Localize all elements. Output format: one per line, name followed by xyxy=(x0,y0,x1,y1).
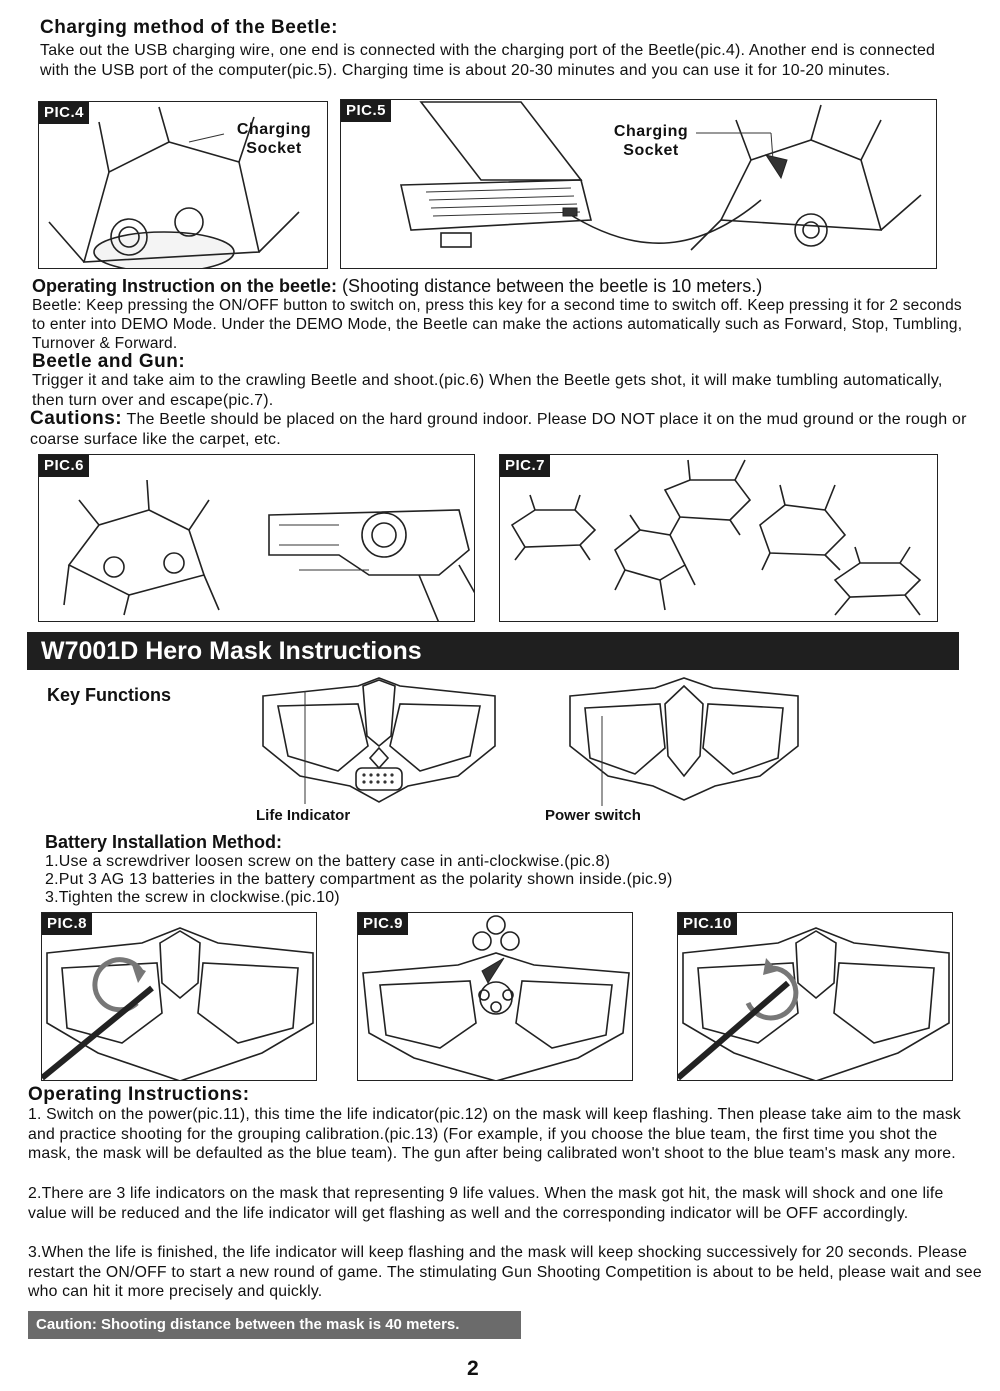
battery-step: 1.Use a screwdriver loosen screw on the battery case in anti-clockwise.(pic.8) xyxy=(45,853,611,870)
pic6-tag: PIC.6 xyxy=(39,455,89,477)
pic5-callout: Charging Socket xyxy=(613,123,689,159)
pic8-tag: PIC.8 xyxy=(42,913,92,935)
mask-battery-illustration xyxy=(358,913,633,1081)
charging-text: Take out the USB charging wire, one end is connected with the charging port of the Beetle(pic.4). Another end is connected with the USB port of the computer(pic.5). Charging time is about 20-30 minutes and you can use it for 10-20 minutes. xyxy=(40,42,936,79)
beetle-and-gun-illustration xyxy=(39,455,475,622)
pic7-frame xyxy=(499,454,938,622)
operating-beetle-heading xyxy=(32,276,762,297)
beetle-gun-title: Beetle and Gun: xyxy=(32,351,186,372)
beetle-gun-text: Trigger it and take aim to the crawling Beetle and shoot.(pic.6) When the Beetle gets shot, it will make tumbling automatically, then turn over and escape(pic.7). xyxy=(32,372,943,409)
mask-unscrew-illustration xyxy=(42,913,317,1081)
pic10-tag: PIC.10 xyxy=(678,913,737,935)
charging-title: Charging method of the Beetle: xyxy=(40,17,338,38)
pic5-frame xyxy=(340,99,937,269)
mask-front-illustration xyxy=(258,676,500,804)
operating-beetle-title: Operating Instruction on the beetle: xyxy=(32,276,338,296)
operating-title: Operating Instructions: xyxy=(28,1084,250,1105)
pic9-tag: PIC.9 xyxy=(358,913,408,935)
section-banner: W7001D Hero Mask Instructions xyxy=(27,632,959,670)
operating-item: 3.When the life is finished, the life indicator will keep flashing and the mask will keep shocking successively for 20 seconds. Please restart the ON/OFF to start a new round of game. The stimulating Gun Shooting Competition is about to be held, please wait and see who can hit it more precisely and quickly. xyxy=(28,1244,982,1301)
pic4-tag: PIC.4 xyxy=(39,102,89,124)
page-number: 2 xyxy=(467,1357,479,1380)
pic5-tag: PIC.5 xyxy=(341,100,391,122)
key-functions-title: Key Functions xyxy=(47,685,172,705)
mask-back-illustration xyxy=(565,676,803,806)
caution-bar: Caution: Shooting distance between the mask is 40 meters. xyxy=(28,1311,521,1339)
life-indicator-label: Life Indicator xyxy=(256,807,351,824)
pic6-frame xyxy=(38,454,475,622)
operating-beetle-text: Beetle: Keep pressing the ON/OFF button to switch on, press this key for a second time to switch off. Keep pressing it for 2 seconds to enter into DEMO Mode. Under the DEMO Mode, the Beetle can make the actions automatically such as Forward, Stop, Tumbling, Turnover & Forward. xyxy=(32,297,963,352)
operating-item: 2.There are 3 life indicators on the mask that representing 9 life values. When the mask got hit, the mask will shock and one life value will be reduced and the life indicator will get flashing as well and the corresponding indicator will be OFF accordingly. xyxy=(28,1185,944,1222)
operating-item: 1. Switch on the power(pic.11), this time the life indicator(pic.12) on the mask will keep flashing. Then please take aim to the mask and practice shooting for the grouping calibration.(pic.13) (For example, if you choose the blue team, the first time you shot the mask, the mask will be defaulted as the blue team). The gun after being calibrated won't shoot to the blue team's mask any more. xyxy=(28,1106,962,1163)
operating-beetle-subtitle: (Shooting distance between the beetle is 10 meters.) xyxy=(337,276,763,296)
power-switch-label: Power switch xyxy=(545,807,641,824)
pic4-callout: Charging Socket xyxy=(236,121,312,157)
pic7-tag: PIC.7 xyxy=(500,455,550,477)
beetle-tumbling-illustration xyxy=(500,455,938,622)
pic8-frame xyxy=(41,912,317,1081)
battery-step: 2.Put 3 AG 13 batteries in the battery compartment as the polarity shown inside.(pic.9) xyxy=(45,871,673,888)
battery-step: 3.Tighten the screw in clockwise.(pic.10) xyxy=(45,889,340,906)
pic9-frame xyxy=(357,912,633,1081)
pic10-frame xyxy=(677,912,953,1081)
cautions-text: The Beetle should be placed on the hard ground indoor. Please DO NOT place it on the mud ground or the rough or coarse surface like the carpet, etc. xyxy=(30,411,967,448)
mask-tighten-illustration xyxy=(678,913,953,1081)
pic4-frame xyxy=(38,101,328,269)
battery-title: Battery Installation Method: xyxy=(45,832,283,852)
cautions-paragraph xyxy=(30,409,980,449)
cautions-label: Cautions: xyxy=(30,408,123,429)
